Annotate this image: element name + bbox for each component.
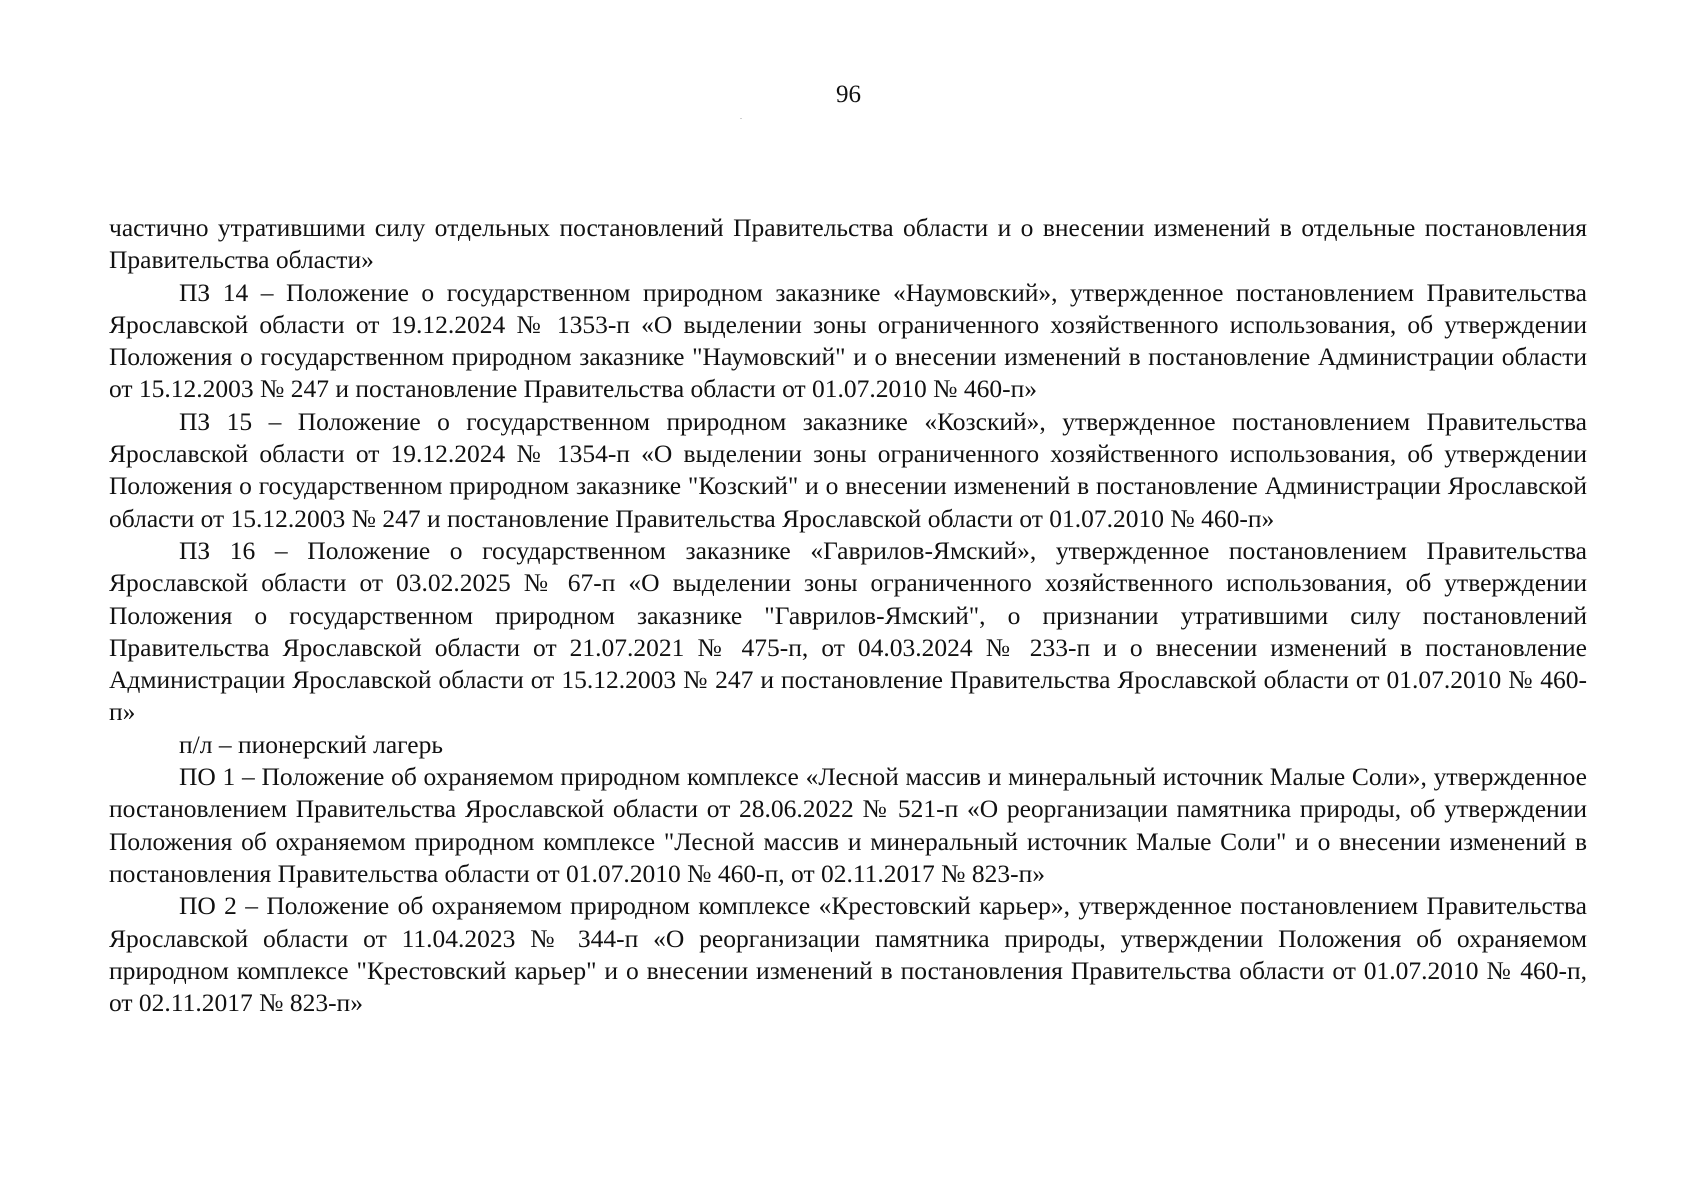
paragraph-continuation: частично утратившими силу отдельных постановлений Правительства области и о внесении изменений в отдельные постановления Правительства области» [109,213,1587,275]
paragraph-po-1: ПО 1 – Положение об охраняемом природном комплексе «Лесной массив и минеральный источник Малые Соли», утвержденное постановлением Правительства Ярославской области от 28.06.2022 № 521-п «О реорганизации памятника природы, об утверждении Положения об охраняемом природном комплексе "Лесной массив и минеральный источник Малые Соли" и о внесении изменений в постановления Правительства области от 01.07.2010 № 460-п, от 02.11.2017 № 823-п» [109,762,1587,888]
paragraph-pz-15: ПЗ 15 – Положение о государственном природном заказнике «Козский», утвержденное постановлением Правительства Ярославской области от 19.12.2024 № 1354-п «О выделении зоны ограниченного хозяйственного использования, об утверждении Положения о государственном природном заказнике "Козский" и о внесении изменений в постановление Администрации Ярославской области от 15.12.2003 № 247 и постановление Правительства Ярославской области от 01.07.2010 № 460-п» [109,406,1587,533]
paragraph-po-2: ПО 2 – Положение об охраняемом природном комплексе «Крестовский карьер», утвержденное постановлением Правительства Ярославской области от 11.04.2023 № 344-п «О реорганизации памятника природы, утверждении Положения об охраняемом природном комплексе "Крестовский карьер" и о внесении изменений в постановления Правительства области от 01.07.2010 № 460-п, от 02.11.2017 № 823-п» [109,891,1587,1018]
paragraph-pl-definition: п/л – пионерский лагерь [179,729,443,759]
paragraph-pz-16: ПЗ 16 – Положение о государственном заказнике «Гаврилов-Ямский», утвержденное постановлением Правительства Ярославской области от 03.02.2025 № 67-п «О выделении зоны ограниченного хозяйственного использования, об утверждении Положения о государственном природном заказнике "Гаврилов-Ямский", о признании утратившими силу постановлений Правительства Ярославской области от 21.07.2021 № 475-п, от 04.03.2024 № 233-п и о внесении изменений в постановление Администрации Ярославской области от 15.12.2003 № 247 и постановление Правительства Ярославской области от 01.07.2010 № 460-п» [109,535,1587,727]
paragraph-pz-14: ПЗ 14 – Положение о государственном природном заказнике «Наумовский», утвержденное постановлением Правительства Ярославской области от 19.12.2024 № 1353-п «О выделении зоны ограниченного хозяйственного использования, об утверждении Положения о государственном природном заказнике "Наумовский" и о внесении изменений в постановление Администрации области от 15.12.2003 № 247 и постановление Правительства области от 01.07.2010 № 460-п» [109,277,1587,404]
scan-artifact [740,118,742,119]
page-number: 96 [836,81,861,108]
document-body [109,212,1587,1019]
